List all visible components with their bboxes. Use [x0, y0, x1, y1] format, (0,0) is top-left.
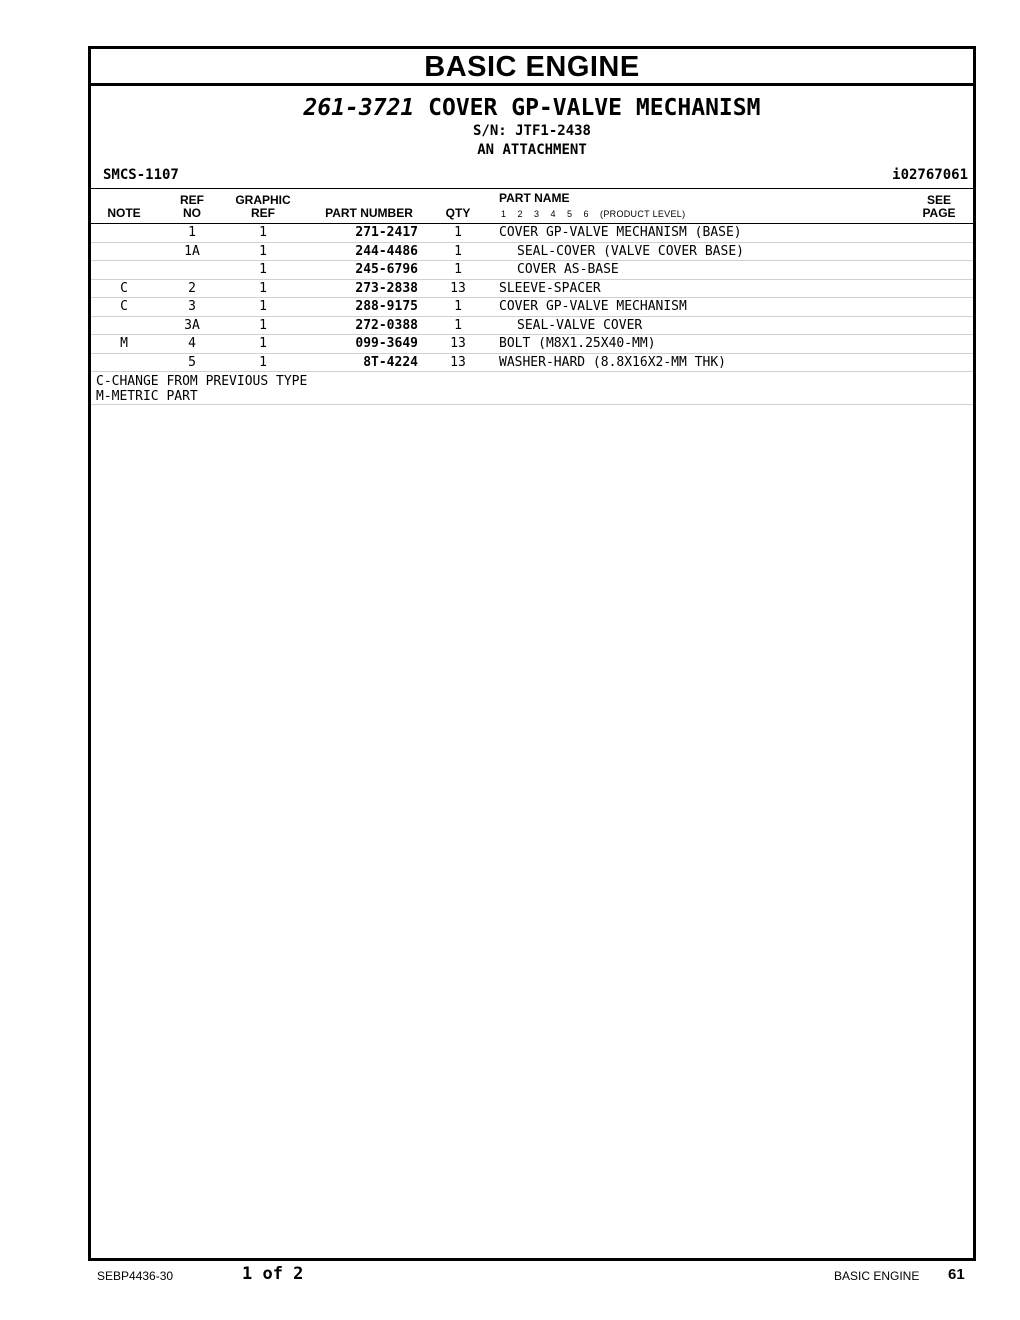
page-frame [88, 46, 976, 1261]
row-ref: 5 [188, 354, 196, 370]
meta-row [91, 164, 973, 188]
row-part-name: COVER GP-VALVE MECHANISM [499, 299, 687, 314]
col-graphic-bottom: REF [251, 206, 275, 220]
footer-page-of: 1 of 2 [242, 1264, 304, 1284]
group-type: AN ATTACHMENT [477, 142, 587, 158]
row-part-name: SEAL-VALVE COVER [517, 317, 643, 333]
row-graphic: 1 [259, 299, 267, 314]
note-metric: M-METRIC PART [96, 389, 198, 404]
row-graphic: 1 [259, 262, 267, 277]
row-note: C [120, 280, 128, 296]
row-qty: 1 [454, 243, 462, 259]
table-header [91, 188, 973, 224]
smcs-code: SMCS-1107 [103, 167, 179, 183]
group-title-block [91, 94, 973, 160]
page-footer [0, 1264, 1020, 1288]
row-part-number[interactable]: 271-2417 [355, 225, 418, 240]
row-graphic: 1 [259, 354, 267, 370]
note-change: C-CHANGE FROM PREVIOUS TYPE [96, 374, 308, 389]
group-number: 261-3721 [303, 95, 415, 121]
row-note: M [120, 336, 128, 351]
table-row [91, 298, 973, 317]
row-part-number[interactable]: 272-0388 [355, 317, 418, 333]
row-graphic: 1 [259, 243, 267, 259]
table-row [91, 354, 973, 373]
row-ref: 1A [184, 243, 200, 259]
parts-table-body [91, 224, 973, 372]
row-part-number[interactable]: 244-4486 [355, 243, 418, 259]
row-qty: 1 [454, 262, 462, 277]
group-title [91, 94, 973, 122]
col-part-number: PART NUMBER [325, 206, 413, 220]
row-part-number[interactable]: 273-2838 [355, 280, 418, 296]
illustration-id: i02767061 [892, 167, 968, 183]
row-qty: 13 [450, 336, 466, 351]
col-graphic-top: GRAPHIC [235, 193, 291, 207]
row-part-name: BOLT (M8X1.25X40-MM) [499, 336, 656, 351]
row-qty: 13 [450, 280, 466, 296]
row-qty: 13 [450, 354, 466, 370]
notes-block [91, 372, 973, 405]
row-qty: 1 [454, 225, 462, 240]
table-row [91, 335, 973, 354]
footer-doc-id: SEBP4436-30 [97, 1269, 174, 1283]
row-qty: 1 [454, 299, 462, 314]
row-part-number[interactable]: 245-6796 [355, 262, 418, 277]
row-ref: 3A [184, 317, 200, 333]
row-graphic: 1 [259, 317, 267, 333]
row-part-name: COVER GP-VALVE MECHANISM (BASE) [499, 225, 742, 240]
row-ref: 4 [188, 336, 196, 351]
row-graphic: 1 [259, 280, 267, 296]
col-product-levels: 1 2 3 4 5 6 (PRODUCT LEVEL) [501, 209, 686, 219]
col-note: NOTE [107, 206, 141, 220]
col-ref-bottom: NO [183, 206, 201, 220]
row-part-name: SEAL-COVER (VALVE COVER BASE) [517, 243, 744, 259]
row-qty: 1 [454, 317, 462, 333]
col-see-top: SEE [926, 193, 951, 207]
row-part-name: WASHER-HARD (8.8X16X2-MM THK) [499, 354, 726, 370]
table-row [91, 224, 973, 243]
col-qty: QTY [445, 206, 471, 220]
section-title: BASIC ENGINE [91, 49, 973, 86]
row-note: C [120, 299, 128, 314]
footer-section: BASIC ENGINE [834, 1269, 920, 1283]
row-graphic: 1 [259, 225, 267, 240]
row-part-name: COVER AS-BASE [517, 262, 619, 277]
row-ref: 3 [188, 299, 196, 314]
col-part-name: PART NAME [499, 191, 570, 205]
table-row [91, 243, 973, 262]
row-part-name: SLEEVE-SPACER [499, 280, 601, 296]
row-part-number[interactable]: 288-9175 [355, 299, 418, 314]
row-part-number[interactable]: 8T-4224 [363, 354, 418, 370]
footer-page-number: 61 [948, 1266, 965, 1283]
group-name: COVER GP-VALVE MECHANISM [428, 95, 761, 121]
serial-number: S/N: JTF1-2438 [472, 123, 591, 139]
row-graphic: 1 [259, 336, 267, 351]
col-ref-top: REF [180, 193, 204, 207]
col-see-bottom: PAGE [922, 206, 956, 220]
table-row [91, 261, 973, 280]
table-row [91, 317, 973, 336]
row-ref: 2 [188, 280, 196, 296]
row-ref: 1 [188, 225, 196, 240]
row-part-number[interactable]: 099-3649 [355, 336, 418, 351]
table-row [91, 280, 973, 299]
